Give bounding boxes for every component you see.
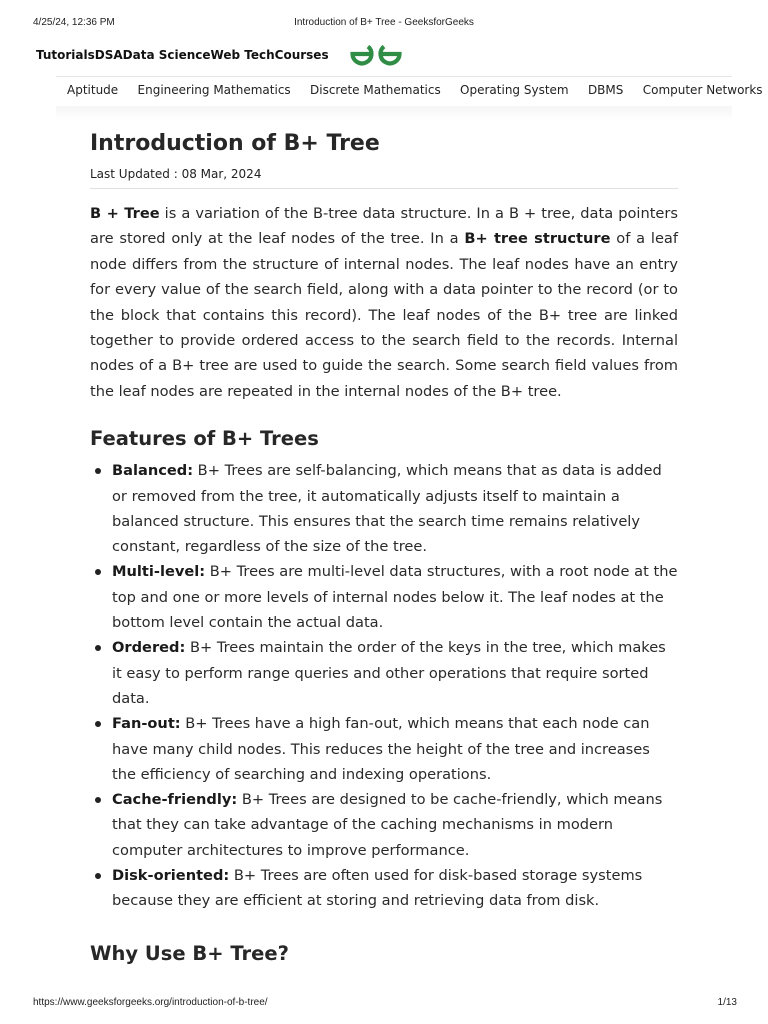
topnav-courses[interactable]: Courses <box>274 48 329 62</box>
topnav-web-tech[interactable]: Web Tech <box>210 48 275 62</box>
why-use-heading: Why Use B+ Tree? <box>90 941 289 965</box>
print-datetime: 4/25/24, 12:36 PM <box>33 17 115 28</box>
subnav-shadow <box>56 106 732 120</box>
list-item <box>112 863 678 914</box>
intro-paragraph <box>90 201 678 404</box>
print-page-title: Introduction of B+ Tree - GeeksforGeeks <box>294 17 474 28</box>
article-title: Introduction of B+ Tree <box>90 131 380 156</box>
subnav-engineering-mathematics[interactable]: Engineering Mathematics <box>137 83 291 97</box>
feature-label: Multi-level: <box>112 563 206 581</box>
last-updated <box>90 166 678 182</box>
topnav-data-science[interactable]: Data Science <box>122 48 211 62</box>
top-bar <box>36 40 732 76</box>
list-item <box>112 559 678 635</box>
geeksforgeeks-logo-icon[interactable] <box>348 40 404 70</box>
features-list <box>90 458 678 913</box>
last-updated-date: 08 Mar, 2024 <box>181 167 262 181</box>
feature-label: Balanced: <box>112 462 194 480</box>
print-url: https://www.geeksforgeeks.org/introduction-of-b-tree/ <box>33 997 268 1008</box>
feature-text: B+ Trees are self-balancing, which means that as data is added or removed from the tree, it automatically adjusts itself to maintain a balanced structure. This ensures that the search time remains relatively constant, regardless of the size of the tree. <box>112 462 662 556</box>
intro-bold-structure: B+ tree structure <box>464 230 611 248</box>
feature-text: B+ Trees maintain the order of the keys in the tree, which makes it easy to perform range queries and other operations that require sorted data. <box>112 639 666 707</box>
subnav-computer-networks[interactable]: Computer Networks <box>642 83 763 97</box>
article <box>90 128 678 967</box>
intro-bold-term: B + Tree <box>90 205 160 222</box>
feature-text: B+ Trees are designed to be cache-friendly, which means that they can take advantage of the caching mechanisms in modern computer architectures to improve performance. <box>112 791 663 859</box>
subnav-aptitude[interactable]: Aptitude <box>67 83 119 97</box>
feature-text: B+ Trees have a high fan-out, which means that each node can have many child nodes. This reduces the height of the tree and increases the efficiency of searching and indexing operations. <box>112 715 650 783</box>
features-heading: Features of B+ Trees <box>90 427 319 451</box>
feature-text: B+ Trees are multi-level data structures, with a root node at the top and one or more levels of internal nodes below it. The leaf nodes at the bottom level contain the actual data. <box>112 563 678 632</box>
print-footer <box>0 997 768 1011</box>
feature-label: Fan-out: <box>112 715 181 733</box>
list-item <box>112 458 678 559</box>
print-header <box>0 17 768 31</box>
last-updated-label: Last Updated : <box>90 167 182 181</box>
feature-label: Ordered: <box>112 639 186 657</box>
feature-text: B+ Trees are often used for disk-based storage systems because they are efficient at storing and retrieving data from disk. <box>112 867 643 910</box>
feature-label: Cache-friendly: <box>112 791 238 809</box>
feature-label: Disk-oriented: <box>112 867 230 884</box>
subnav-operating-system[interactable]: Operating System <box>460 83 569 97</box>
intro-text-1: is a variation of the B-tree data structure. In a B + tree, data pointers are stored only at the leaf nodes of the tree. In a <box>90 205 678 248</box>
top-nav <box>36 48 329 62</box>
subnav-discrete-mathematics[interactable]: Discrete Mathematics <box>310 83 441 97</box>
topnav-dsa[interactable]: DSA <box>94 48 123 62</box>
intro-text-2: of a leaf node differs from the structure of internal nodes. The leaf nodes have an entry for every value of the search field, along with a data pointer to the record (or to the block that contains this record). The leaf nodes of the B+ tree are linked together to provide ordered access to the search field to the records. Internal nodes of a B+ tree are used to guide the search. Some search field values from the leaf nodes are repeated in the internal nodes of the B+ tree. <box>90 230 679 400</box>
nav-divider <box>56 76 732 77</box>
list-item <box>112 635 678 711</box>
title-divider <box>90 188 678 189</box>
list-item <box>112 711 678 787</box>
topnav-tutorials[interactable]: Tutorials <box>36 48 95 62</box>
subject-nav <box>67 83 768 101</box>
list-item <box>112 787 678 863</box>
subnav-dbms[interactable]: DBMS <box>587 83 624 97</box>
print-page-number: 1/13 <box>717 997 737 1008</box>
